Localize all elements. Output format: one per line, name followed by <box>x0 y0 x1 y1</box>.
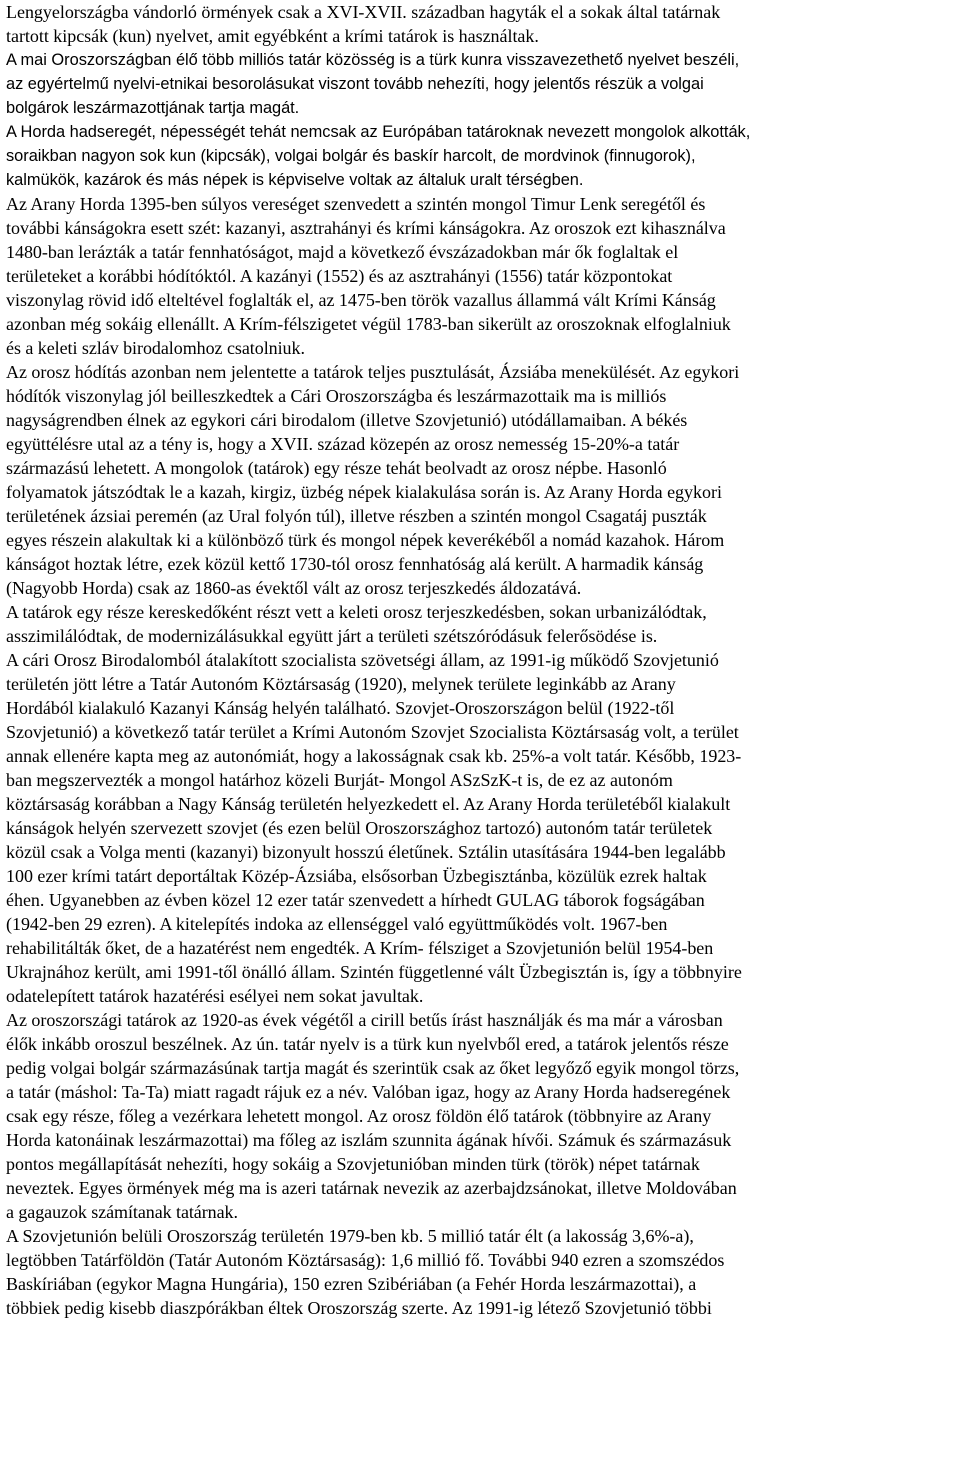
text-line: pontos megállapítását nehezíti, hogy sokáig a Szovjetunióban minden türk (török) népet tatárnak <box>6 1154 700 1174</box>
text-line: a tatár (máshol: Ta-Ta) miatt ragadt rájuk ez a név. Valóban igaz, hogy az Arany Horda hadseregének <box>6 1082 731 1102</box>
text-line: Baskíriában (egykor Magna Hungária), 150 ezren Szibériában (a Fehér Horda leszármazottai), a <box>6 1274 697 1294</box>
text-line: területeket a korábbi hódítóktól. A kazányi (1552) és az asztrahányi (1556) tatár központokat <box>6 266 673 286</box>
text-line: köztársaság korábban a Nagy Kánság területén helyezkedett el. Az Arany Horda területéből kialakult <box>6 794 731 814</box>
text-line: egyes részein alakultak ki a különböző türk és mongol népek keverékéből a nomád kazahok. Három <box>6 530 725 550</box>
text-line: kánságok helyén szervezett szovjet (és ezen belül Oroszországhoz tartozó) autonóm tatár területek <box>6 818 713 838</box>
text-line: kalmükök, kazárok és más népek is képviselve voltak az általuk uralt térségben. <box>6 171 584 189</box>
text-line: Az oroszországi tatárok az 1920-as évek végétől a cirill betűs írást használják és ma már a városban <box>6 1010 723 1030</box>
text-line: további kánságokra esett szét: kazanyi, asztrahányi és krími kánságokra. Az oroszok ezt kihasználva <box>6 218 726 238</box>
text-line: neveztek. Egyes örmények még ma is azeri tatárnak nevezik az azerbajdzsánokat, illetve Moldovában <box>6 1178 737 1198</box>
paragraph <box>0 600 956 648</box>
text-line: Horda katonáinak leszármazottai) ma főleg az iszlám szunnita ágának hívői. Számuk és származásuk <box>6 1130 732 1150</box>
text-line: kánságot hoztak létre, ezek közül kettő 1730-tól orosz fennhatóság alá került. A harmadik kánság <box>6 554 704 574</box>
paragraph <box>0 120 956 192</box>
paragraph <box>0 0 956 48</box>
text-line: Lengyelországba vándorló örmények csak a XVI-XVII. században hagyták el a sokak által tatárnak <box>6 2 721 22</box>
text-line: hódítók viszonylag jól beilleszkedtek a Cári Oroszországba és leszármazottaik ma is milliós <box>6 386 667 406</box>
text-line: a gagauzok számítanak tatárnak. <box>6 1202 238 1222</box>
paragraph <box>0 48 956 120</box>
text-line: soraikban nagyon sok kun (kipcsák), volgai bolgár és baskír harcolt, de mordvinok (finnugorok), <box>6 147 696 165</box>
text-line: tartott kipcsák (kun) nyelvet, amit egyébként a krími tatárok is használtak. <box>6 26 539 46</box>
text-line: élők inkább oroszul beszélnek. Az ún. tatár nyelv is a türk kun nyelvből ered, a tatárok jelentős része <box>6 1034 729 1054</box>
text-line: legtöbben Tatárföldön (Tatár Autonóm Köztársaság): 1,6 millió fő. További 940 ezren a szomszédos <box>6 1250 725 1270</box>
text-line: ban megszervezték a mongol határhoz közeli Burját- Mongol ASzSzK-t is, de ez az autonóm <box>6 770 673 790</box>
text-line: rehabilitálták őket, de a hazatérést nem engedték. A Krím- félsziget a Szovjetunión belül 1954-ben <box>6 938 714 958</box>
text-line: nagyságrendben élnek az egykori cári birodalom (illetve Szovjetunió) utódállamaiban. A békés <box>6 410 688 430</box>
text-line: folyamatok játszódtak le a kazah, kirgiz, üzbég népek kialakulása során is. Az Arany Horda egykori <box>6 482 722 502</box>
paragraph <box>0 1008 956 1224</box>
text-line: Szovjetunió) a következő tatár terület a Krími Autonóm Szovjet Szocialista Köztársaság volt, a terület <box>6 722 739 742</box>
text-line: Az Arany Horda 1395-ben súlyos vereséget szenvedett a szintén mongol Timur Lenk seregétől és <box>6 194 706 214</box>
text-line: A Horda hadseregét, népességét tehát nemcsak az Európában tatároknak nevezett mongolok alkották, <box>6 123 751 141</box>
text-line: A Szovjetunión belüli Oroszország területén 1979-ben kb. 5 millió tatár élt (a lakosság 3,6%-a), <box>6 1226 694 1246</box>
text-line: éhen. Ugyanebben az évben közel 12 ezer tatár szenvedett a hírhedt GULAG táborok fogságában <box>6 890 705 910</box>
text-line: viszonylag rövid idő elteltével foglalták el, az 1475-ben török vazallus állammá vált Krími Kánság <box>6 290 716 310</box>
text-line: és a keleti szláv birodalomhoz csatolniuk. <box>6 338 305 358</box>
text-line: Az orosz hódítás azonban nem jelentette a tatárok teljes pusztulását, Ázsiába menekülését. Az egykori <box>6 362 740 382</box>
text-line: annak ellenére kapta meg az autonómiát, hogy a lakosságnak csak kb. 25%-a volt tatár. Később, 1923- <box>6 746 742 766</box>
text-line: (1942-ben 29 ezren). A kitelepítés indoka az ellenséggel való együttműködés volt. 1967-ben <box>6 914 668 934</box>
text-line: területének ázsiai peremén (az Ural folyón túl), illetve részben a szintén mongol Csagatáj puszták <box>6 506 707 526</box>
text-line: bolgárok leszármazottjának tartja magát. <box>6 99 300 117</box>
text-line: A mai Oroszországban élő több milliós tatár közösség is a türk kunra visszavezethető nyelvet beszéli, <box>6 51 740 69</box>
text-line: 100 ezer krími tatárt deportáltak Közép-Ázsiába, elsősorban Üzbegisztánba, közülük ezrek haltak <box>6 866 707 886</box>
text-line: Hordából kialakuló Kazanyi Kánság helyén található. Szovjet-Oroszországon belül (1922-től <box>6 698 675 718</box>
paragraph <box>0 360 956 600</box>
text-line: A cári Orosz Birodalomból átalakított szocialista szövetségi állam, az 1991-ig működő Szovjetunió <box>6 650 719 670</box>
text-line: csak egy része, főleg a vezérkara lehetett mongol. Az orosz földön élő tatárok (többnyire az Arany <box>6 1106 712 1126</box>
text-line: Ukrajnához került, ami 1991-től önálló állam. Szintén függetlenné vált Üzbegisztán is, így a többnyire <box>6 962 742 982</box>
text-line: az egyértelmű nyelvi-etnikai besorolásukat viszont tovább nehezíti, hogy jelentős részük a volgai <box>6 75 704 93</box>
text-line: odatelepített tatárok hazatérési esélyei nem sokat javultak. <box>6 986 424 1006</box>
text-line: többiek pedig kisebb diaszpórákban éltek Oroszország szerte. Az 1991-ig létező Szovjetunió többi <box>6 1298 712 1318</box>
text-line: (Nagyobb Horda) csak az 1860-as évektől vált az orosz terjeszkedés áldozatává. <box>6 578 582 598</box>
text-line: együttélésre utal az a tény is, hogy a XVII. század közepén az orosz nemesség 15-20%-a tatár <box>6 434 680 454</box>
paragraph <box>0 1224 956 1320</box>
text-line: A tatárok egy része kereskedőként részt vett a keleti orosz terjeszkedésben, sokan urbanizálódtak, <box>6 602 707 622</box>
paragraph <box>0 648 956 1008</box>
text-line: 1480-ban lerázták a tatár fennhatóságot, majd a következő évszázadokban már ők foglaltak el <box>6 242 679 262</box>
text-line: területén jött létre a Tatár Autonóm Köztársaság (1920), melynek területe leginkább az Arany <box>6 674 676 694</box>
text-line: azonban még sokáig ellenállt. A Krím-félszigetet végül 1783-ban sikerült az oroszoknak elfoglalniuk <box>6 314 731 334</box>
text-line: pedig volgai bolgár származásúnak tartja magát és szerintük csak az őket legyőző egyik mongol törzs, <box>6 1058 740 1078</box>
paragraph <box>0 192 956 360</box>
text-line: asszimilálódtak, de modernizálásukkal együtt járt a területi szétszóródásuk felerősödése is. <box>6 626 658 646</box>
text-line: származású lehetett. A mongolok (tatárok) egy része tehát beolvadt az orosz népbe. Hasonló <box>6 458 667 478</box>
text-line: közül csak a Volga menti (kazanyi) bizonyult hosszú életűnek. Sztálin utasítására 1944-ben legalább <box>6 842 726 862</box>
